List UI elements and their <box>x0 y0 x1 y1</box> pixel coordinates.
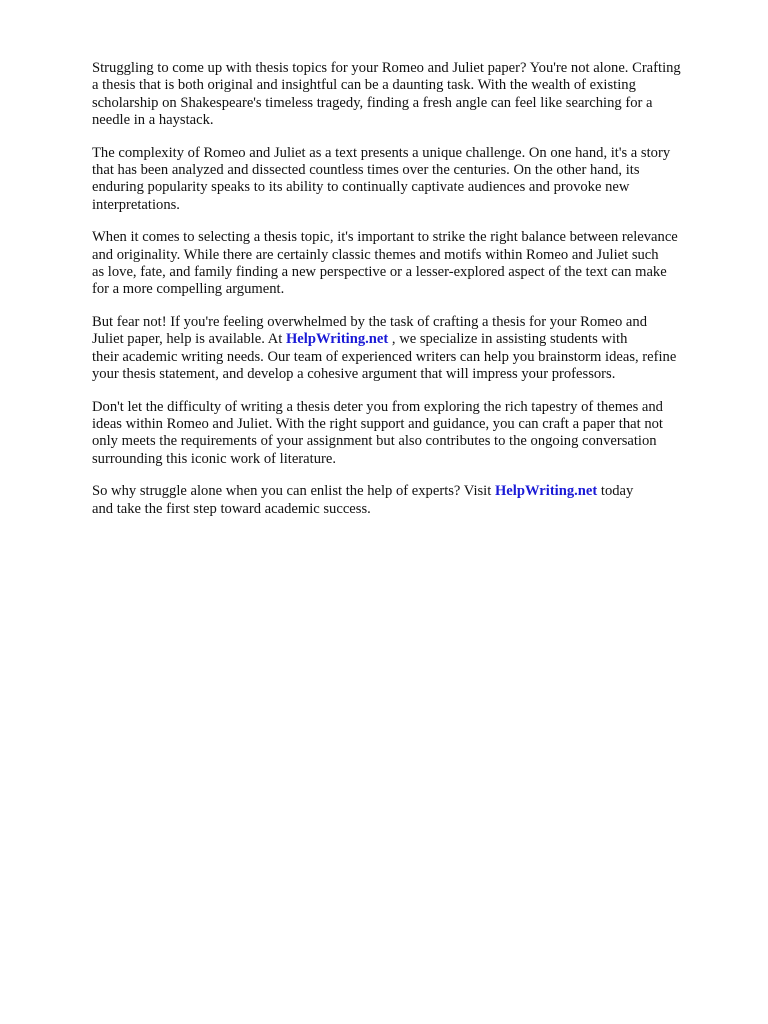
paragraph-call-to-action <box>92 483 724 518</box>
paragraph-text: today and take the first step toward academic success. <box>92 483 634 517</box>
paragraph-text: But fear not! If you're feeling overwhelmed by the task of crafting a thesis for your Romeo and Juliet paper, help is available. At <box>92 314 647 348</box>
paragraph-help-available <box>92 314 724 383</box>
paragraph-selecting-topic: When it comes to selecting a thesis topic, it's important to strike the right balance between relevance and originality. While there are certainly classic themes and motifs within Romeo and Juliet such as love, fate, and family finding a new perspective or a lesser-explored aspect of the text can make for a more compelling argument. <box>92 229 678 298</box>
paragraph-difficulty: Don't let the difficulty of writing a thesis deter you from exploring the rich tapestry of themes and ideas within Romeo and Juliet. With the right support and guidance, you can craft a paper that not only meets the requirements of your assignment but also contributes to the ongoing conversation surrounding this iconic work of literature. <box>92 398 663 467</box>
paragraph-complexity: The complexity of Romeo and Juliet as a text presents a unique challenge. On one hand, it's a story that has been analyzed and dissected countless times over the centuries. On the other hand, its enduring popularity speaks to its ability to continually captivate audiences and provoke new interpretations. <box>92 144 671 213</box>
helpwriting-link[interactable]: HelpWriting.net <box>285 331 389 348</box>
helpwriting-link[interactable]: HelpWriting.net <box>494 483 598 500</box>
paragraph-text: So why struggle alone when you can enlist the help of experts? Visit <box>92 483 495 500</box>
paragraph-intro: Struggling to come up with thesis topics for your Romeo and Juliet paper? You're not alone. Crafting a thesis that is both original and insightful can be a daunting task. With the wealth of existing scholarship on Shakespeare's timeless tragedy, finding a fresh angle can feel like searching for a needle in a haystack. <box>92 60 681 128</box>
document-body <box>92 60 724 534</box>
paragraph-text: , we specialize in assisting students with their academic writing needs. Our team of experienced writers can help you brainstorm ideas, refine your thesis statement, and develop a cohesive argument that will impress your professors. <box>92 331 677 382</box>
